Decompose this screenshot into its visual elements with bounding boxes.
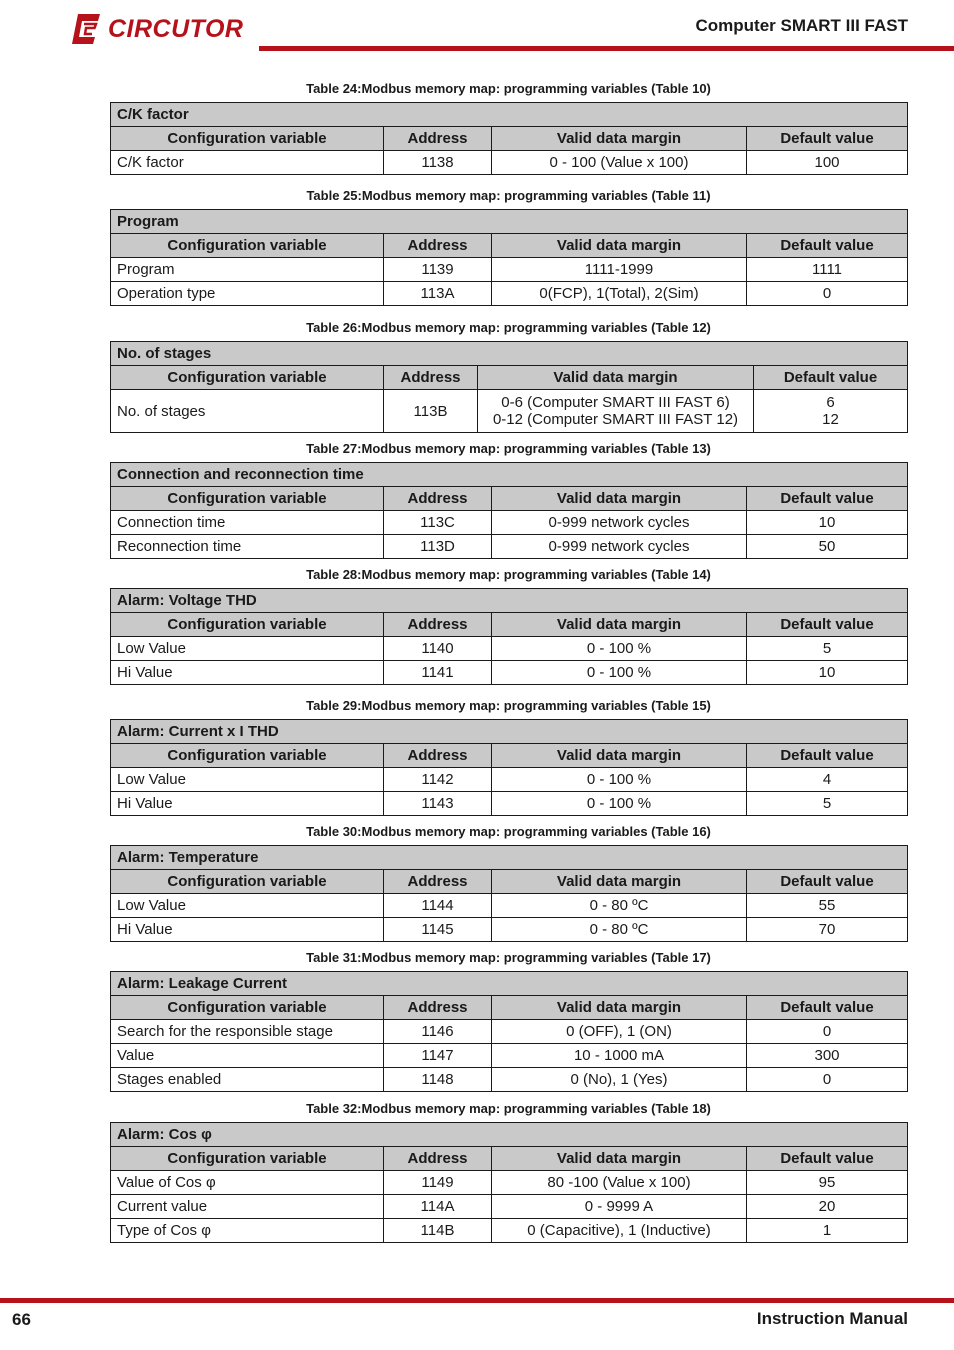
column-header: Valid data margin [492,127,747,151]
address-cell: 113B [384,390,478,433]
variable-cell: Current value [111,1195,384,1219]
default-line: 6 [826,394,835,411]
table-row [111,1068,908,1092]
default-cell: 55 [747,894,908,918]
address-cell: 1145 [384,918,492,942]
margin-cell: 0 (No), 1 (Yes) [492,1068,747,1092]
address-cell: 1146 [384,1020,492,1044]
column-header: Valid data margin [492,996,747,1020]
margin-cell: 0 - 100 % [492,637,747,661]
address-cell: 1138 [384,151,492,175]
column-header: Default value [747,487,908,511]
table-row [111,637,908,661]
column-header: Valid data margin [492,744,747,768]
margin-cell: 0 - 9999 A [492,1195,747,1219]
default-cell [754,390,908,433]
variable-cell: Hi Value [111,661,384,685]
table-row [111,792,908,816]
column-header: Default value [747,1147,908,1171]
default-cell: 0 [747,282,908,306]
margin-line: 0-6 (Computer SMART III FAST 6) [501,394,730,411]
table-row [111,511,908,535]
column-header: Default value [754,366,908,390]
column-header: Address [384,366,478,390]
margin-cell: 1111-1999 [492,258,747,282]
table-caption: Table 25:Modbus memory map: programming variables (Table 11) [306,188,711,203]
variable-cell: Low Value [111,768,384,792]
address-cell: 1142 [384,768,492,792]
column-header: Default value [747,996,908,1020]
variable-cell: C/K factor [111,151,384,175]
modbus-table-26 [110,341,908,433]
table-28-block [110,567,907,685]
column-header: Address [384,613,492,637]
column-header: Configuration variable [111,613,384,637]
table-row [111,918,908,942]
variable-cell: Type of Cos φ [111,1219,384,1243]
margin-cell: 0 - 100 % [492,792,747,816]
column-header: Default value [747,744,908,768]
column-header: Default value [747,127,908,151]
section-title: Connection and reconnection time [111,463,908,487]
margin-cell: 0 - 80 ºC [492,894,747,918]
column-header: Configuration variable [111,234,384,258]
modbus-table-32 [110,1122,908,1243]
default-cell: 300 [747,1044,908,1068]
variable-cell: Low Value [111,894,384,918]
column-header: Address [384,127,492,151]
variable-cell: Value of Cos φ [111,1171,384,1195]
table-row [111,1171,908,1195]
table-32-block [110,1101,907,1243]
margin-cell: 0(FCP), 1(Total), 2(Sim) [492,282,747,306]
table-30-block [110,824,907,942]
address-cell: 1147 [384,1044,492,1068]
table-row [111,282,908,306]
section-title: Alarm: Temperature [111,846,908,870]
default-cell: 0 [747,1020,908,1044]
default-cell: 1111 [747,258,908,282]
default-cell: 70 [747,918,908,942]
section-title: No. of stages [111,342,908,366]
section-title: Alarm: Leakage Current [111,972,908,996]
default-cell: 10 [747,511,908,535]
default-cell: 4 [747,768,908,792]
table-row [111,390,908,433]
header-divider [259,46,954,51]
table-row [111,1195,908,1219]
column-header: Configuration variable [111,1147,384,1171]
column-header: Configuration variable [111,127,384,151]
table-26-block [110,320,907,433]
circutor-logo [70,12,250,46]
column-header: Address [384,1147,492,1171]
table-row [111,768,908,792]
section-title: Alarm: Cos φ [111,1123,908,1147]
modbus-table-25 [110,209,908,306]
address-cell: 114B [384,1219,492,1243]
table-row [111,535,908,559]
table-row [111,258,908,282]
variable-cell: Reconnection time [111,535,384,559]
table-row [111,1219,908,1243]
margin-cell: 0 - 100 % [492,768,747,792]
section-title: C/K factor [111,103,908,127]
brand-name: CIRCUTOR [108,15,244,43]
default-cell: 20 [747,1195,908,1219]
variable-cell: Hi Value [111,918,384,942]
column-header: Valid data margin [492,234,747,258]
variable-cell: Low Value [111,637,384,661]
margin-cell: 10 - 1000 mA [492,1044,747,1068]
variable-cell: Connection time [111,511,384,535]
document-title: Computer SMART III FAST [695,16,908,35]
column-header: Default value [747,613,908,637]
column-header: Default value [747,870,908,894]
modbus-table-27 [110,462,908,559]
address-cell: 114A [384,1195,492,1219]
table-row [111,151,908,175]
section-title: Alarm: Current x I THD [111,720,908,744]
modbus-table-29 [110,719,908,816]
circutor-logo-icon [70,12,104,46]
column-header: Configuration variable [111,487,384,511]
variable-cell: Stages enabled [111,1068,384,1092]
address-cell: 1140 [384,637,492,661]
table-31-block [110,950,907,1092]
table-row [111,661,908,685]
modbus-table-30 [110,845,908,942]
default-cell: 0 [747,1068,908,1092]
default-cell: 100 [747,151,908,175]
variable-cell: Program [111,258,384,282]
default-cell: 5 [747,637,908,661]
default-cell: 95 [747,1171,908,1195]
table-row [111,894,908,918]
column-header: Configuration variable [111,870,384,894]
margin-cell: 0 (OFF), 1 (ON) [492,1020,747,1044]
column-header: Valid data margin [492,870,747,894]
column-header: Address [384,744,492,768]
column-header: Valid data margin [492,613,747,637]
column-header: Address [384,996,492,1020]
section-title: Program [111,210,908,234]
margin-cell: 0 - 80 ºC [492,918,747,942]
margin-cell: 0 - 100 (Value x 100) [492,151,747,175]
address-cell: 1149 [384,1171,492,1195]
default-cell: 50 [747,535,908,559]
footer-divider [0,1298,954,1303]
margin-cell [478,390,754,433]
address-cell: 1139 [384,258,492,282]
table-29-block [110,698,907,816]
section-title: Alarm: Voltage THD [111,589,908,613]
margin-cell: 0-999 network cycles [492,535,747,559]
margin-cell: 0-999 network cycles [492,511,747,535]
table-row [111,1020,908,1044]
table-caption: Table 29:Modbus memory map: programming variables (Table 15) [306,698,711,713]
column-header: Default value [747,234,908,258]
modbus-table-31 [110,971,908,1092]
default-line: 12 [822,411,839,428]
table-caption: Table 30:Modbus memory map: programming variables (Table 16) [306,824,711,839]
address-cell: 113D [384,535,492,559]
margin-cell: 80 -100 (Value x 100) [492,1171,747,1195]
default-cell: 10 [747,661,908,685]
footer-title: Instruction Manual [756,1309,908,1328]
margin-cell: 0 (Capacitive), 1 (Inductive) [492,1219,747,1243]
table-caption: Table 27:Modbus memory map: programming variables (Table 13) [306,441,711,456]
variable-cell: Search for the responsible stage [111,1020,384,1044]
address-cell: 113C [384,511,492,535]
default-cell: 1 [747,1219,908,1243]
modbus-table-24 [110,102,908,175]
address-cell: 1141 [384,661,492,685]
table-caption: Table 24:Modbus memory map: programming variables (Table 10) [306,81,711,96]
column-header: Configuration variable [111,744,384,768]
column-header: Valid data margin [492,1147,747,1171]
modbus-table-28 [110,588,908,685]
table-24-block [110,81,907,175]
address-cell: 113A [384,282,492,306]
table-25-block [110,188,907,306]
column-header: Address [384,234,492,258]
margin-line: 0-12 (Computer SMART III FAST 12) [492,411,739,428]
table-caption: Table 26:Modbus memory map: programming variables (Table 12) [306,320,711,335]
table-row [111,1044,908,1068]
column-header: Valid data margin [492,487,747,511]
column-header: Configuration variable [111,366,384,390]
table-caption: Table 32:Modbus memory map: programming variables (Table 18) [306,1101,711,1116]
column-header: Configuration variable [111,996,384,1020]
table-27-block [110,441,907,559]
column-header: Address [384,487,492,511]
margin-cell: 0 - 100 % [492,661,747,685]
address-cell: 1148 [384,1068,492,1092]
table-caption: Table 31:Modbus memory map: programming variables (Table 17) [306,950,711,965]
variable-cell: Operation type [111,282,384,306]
default-cell: 5 [747,792,908,816]
variable-cell: Value [111,1044,384,1068]
variable-cell: Hi Value [111,792,384,816]
address-cell: 1143 [384,792,492,816]
address-cell: 1144 [384,894,492,918]
variable-cell: No. of stages [111,390,384,433]
column-header: Address [384,870,492,894]
page-number: 66 [12,1310,31,1329]
column-header: Valid data margin [478,366,754,390]
table-caption: Table 28:Modbus memory map: programming variables (Table 14) [306,567,711,582]
